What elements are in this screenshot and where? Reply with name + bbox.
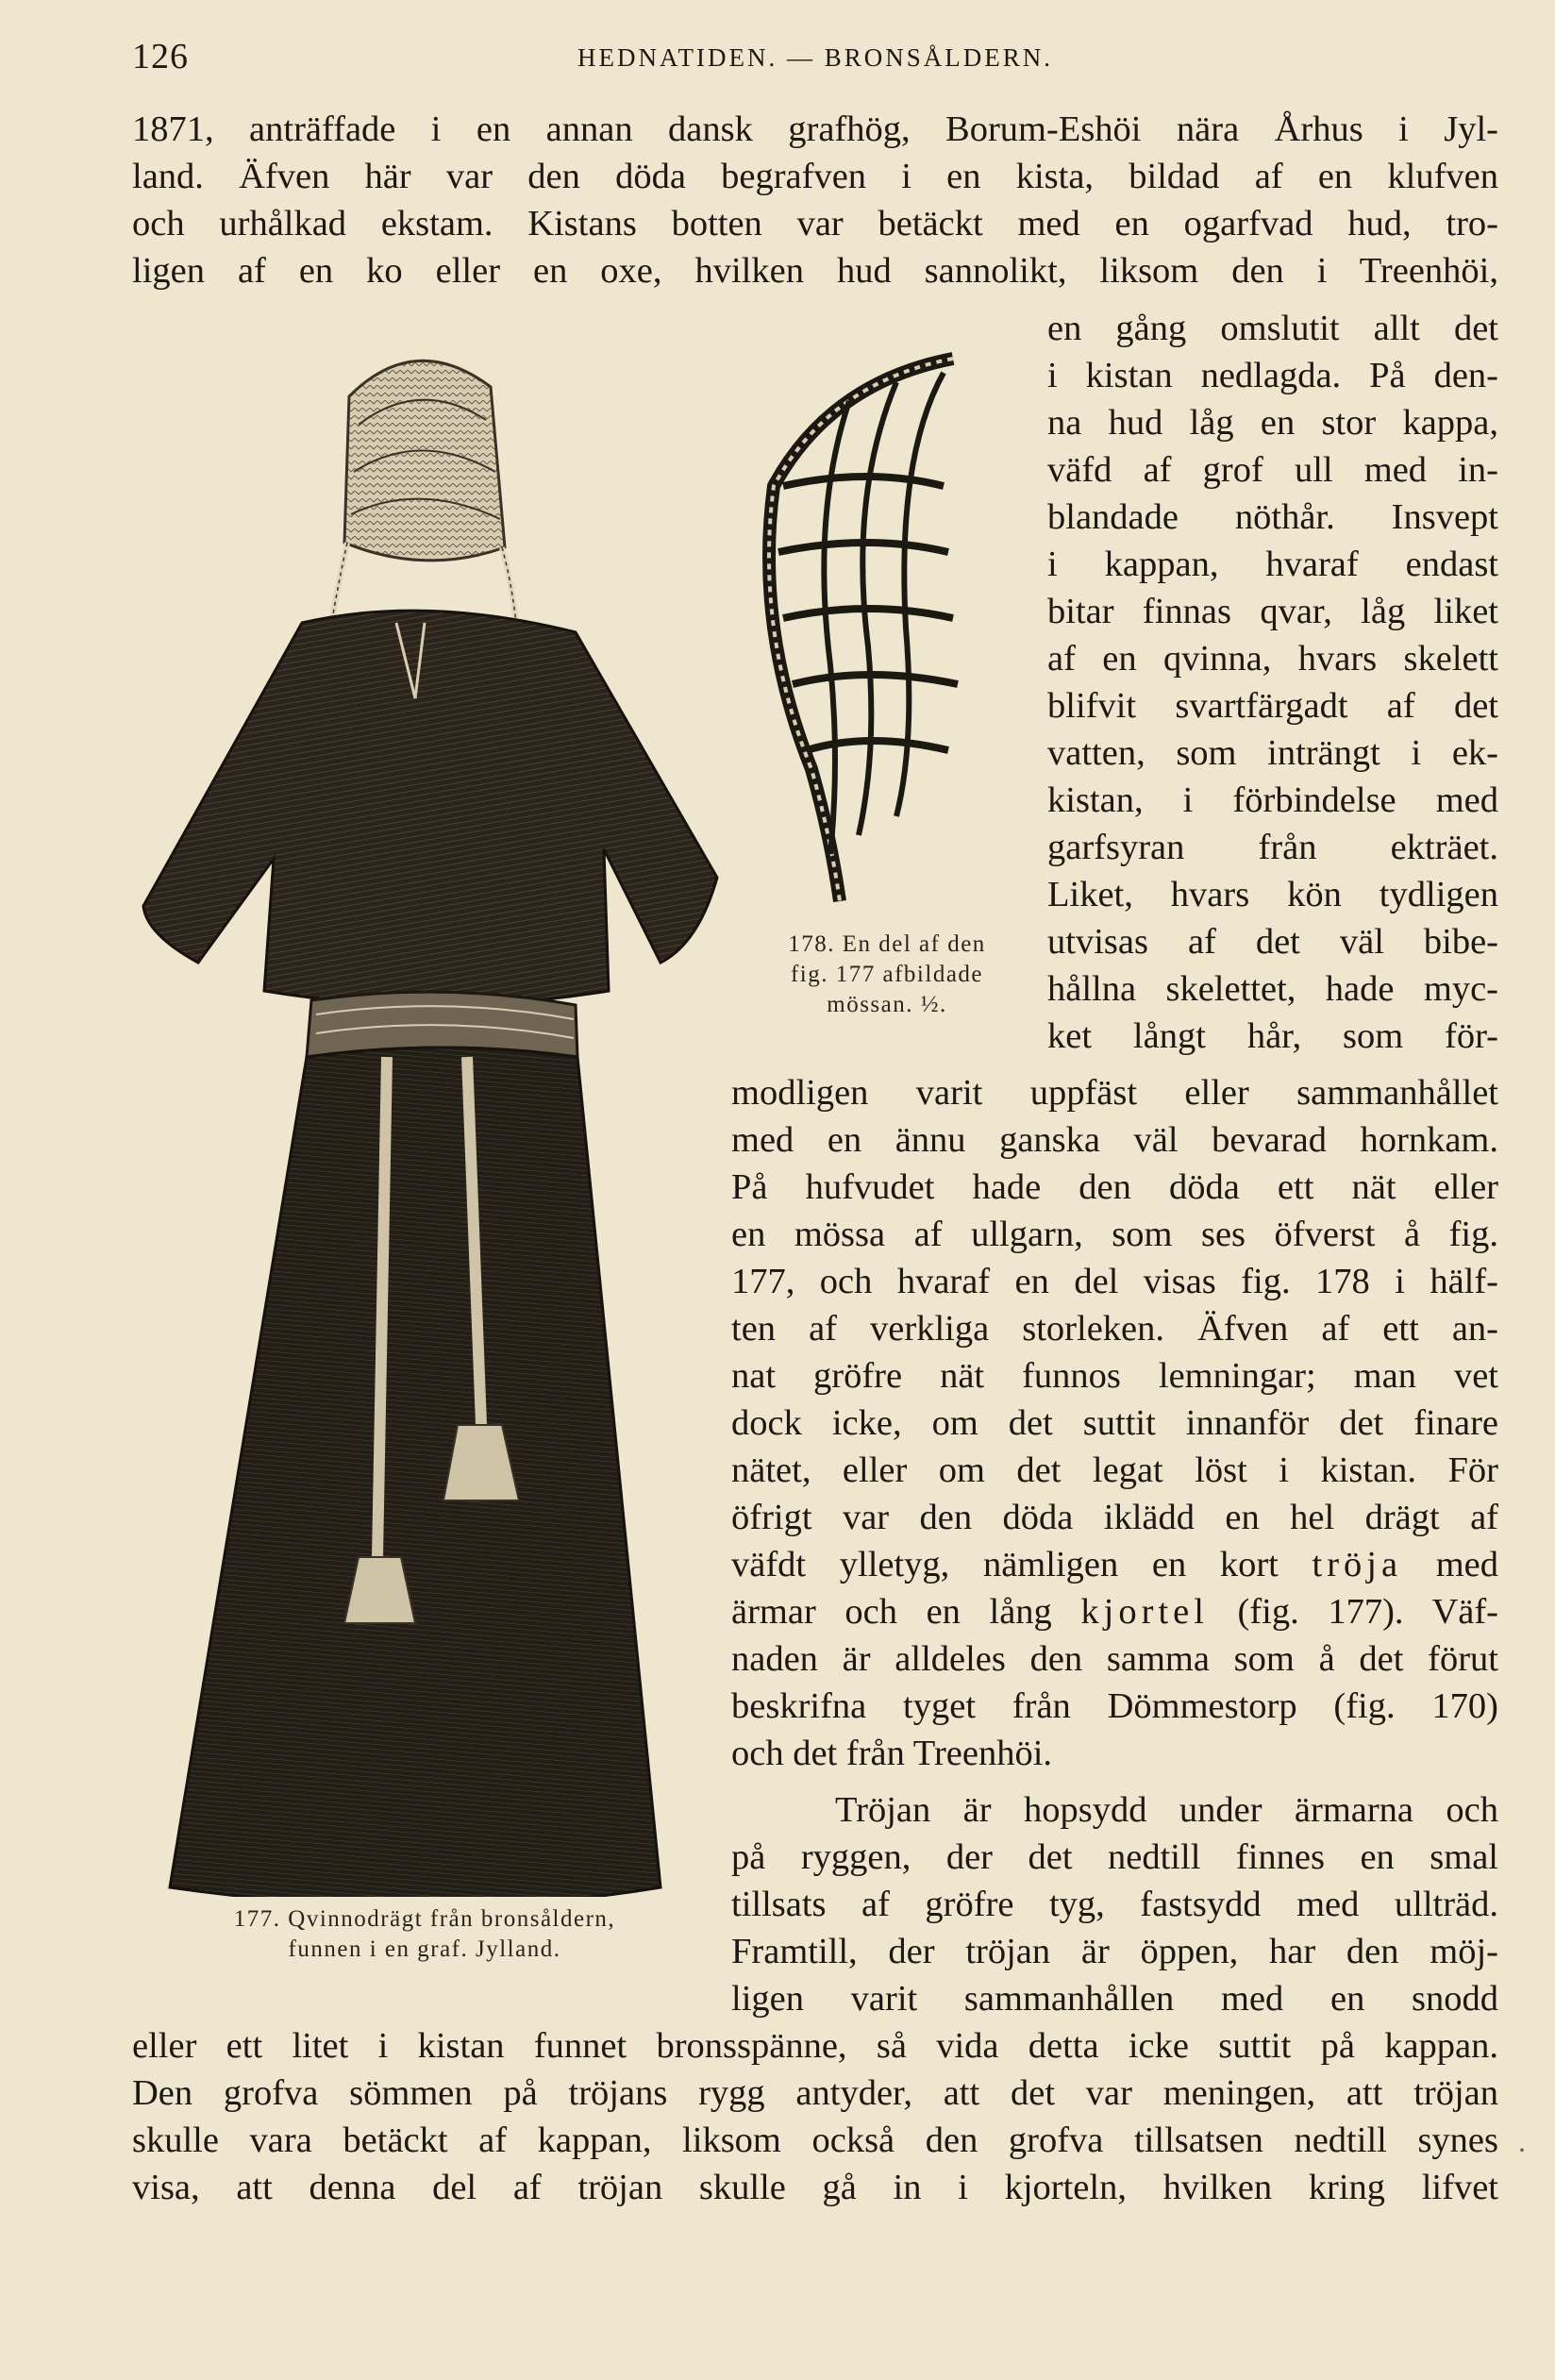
cap-shape bbox=[344, 360, 505, 561]
text-line: med en ännu ganska väl bevarad hornkam. bbox=[731, 1120, 1498, 1160]
text-line: na hud låg en stor kappa, bbox=[1047, 403, 1498, 443]
text-line: på ryggen, der det nedtill finnes en smal bbox=[731, 1837, 1498, 1877]
caption-line: 178. En del af den bbox=[788, 931, 986, 957]
text-line: vatten, som inträngt i ek- bbox=[1047, 733, 1498, 773]
caption-line: fig. 177 afbildade bbox=[790, 962, 984, 987]
text-segment: (fig. 177). Väf- bbox=[1237, 1592, 1498, 1632]
text-line: ten af verkliga storleken. Äfven af ett an- bbox=[731, 1309, 1498, 1349]
text-line: och urhålkad ekstam. Kistans botten var betäckt med en ogarfvad hud, tro- bbox=[132, 204, 1498, 243]
figure-177-dress bbox=[132, 340, 736, 1897]
cap-net-illustration bbox=[755, 344, 1019, 911]
text-line bbox=[731, 1588, 1498, 1635]
text-line: en mössa af ullgarn, som ses öfverst å fig. bbox=[731, 1215, 1498, 1254]
figure-178-caption bbox=[745, 930, 1028, 1020]
text-line: dock icke, om det suttit innanför det finare bbox=[731, 1403, 1498, 1443]
caption-line: 177. Qvinnodrägt från bronsåldern, bbox=[233, 1906, 616, 1932]
running-title: HEDNATIDEN. — BRONSÅLDERN. bbox=[577, 43, 1053, 72]
text-line: modligen varit uppfäst eller sammanhållet bbox=[731, 1073, 1498, 1113]
text-line: 1871, anträffade i en annan dansk grafhög, Borum-Eshöi nära Århus i Jyl- bbox=[132, 109, 1498, 149]
skirt-shape bbox=[170, 1048, 660, 1897]
running-header bbox=[132, 36, 1498, 83]
margin-mark: · bbox=[1517, 2135, 1527, 2166]
page-number: 126 bbox=[132, 37, 189, 76]
text-line: På hufvudet hade den döda ett nät eller bbox=[731, 1167, 1498, 1207]
text-line: skulle vara betäckt af kappan, liksom också den grofva tillsatsen nedtill synes bbox=[132, 2120, 1498, 2160]
emphasized-word: kjortel bbox=[1080, 1592, 1209, 1632]
text-line: blifvit svartfärgadt af det bbox=[1047, 686, 1498, 726]
text-line: ket långt hår, som för- bbox=[1047, 1016, 1498, 1056]
text-line bbox=[731, 1541, 1498, 1588]
emphasized-word: tröja bbox=[1312, 1545, 1403, 1584]
text-line: eller ett litet i kistan funnet bronsspänne, så vida detta icke suttit på kappan. bbox=[132, 2026, 1498, 2066]
text-line: nätet, eller om det legat löst i kistan. För bbox=[731, 1450, 1498, 1490]
blouse-shape bbox=[143, 611, 717, 1005]
text-segment: med bbox=[1435, 1545, 1499, 1584]
text-line: visa, att denna del af tröjan skulle gå in i kjorteln, hvilken kring lifvet bbox=[132, 2168, 1498, 2207]
text-line: 177, och hvaraf en del visas fig. 178 i hälf- bbox=[731, 1262, 1498, 1301]
text-line: land. Äfven här var den döda begrafven i en kista, bildad af en klufven bbox=[132, 157, 1498, 196]
text-line: hållna skelettet, hade myc- bbox=[1047, 969, 1498, 1009]
text-line: Framtill, der tröjan är öppen, har den möj- bbox=[731, 1932, 1498, 1971]
caption-line: mössan. ½. bbox=[827, 992, 947, 1017]
text-line: tillsats af gröfre tyg, fastsydd med ullträd. bbox=[731, 1885, 1498, 1924]
text-line: kistan, i förbindelse med bbox=[1047, 780, 1498, 820]
text-line: blandade nöthår. Insvept bbox=[1047, 497, 1498, 537]
text-line: beskrifna tyget från Dömmestorp (fig. 170) bbox=[731, 1686, 1498, 1726]
caption-line: funnen i en graf. Jylland. bbox=[288, 1936, 561, 1962]
text-line: bitar finnas qvar, låg liket bbox=[1047, 592, 1498, 631]
text-line: garfsyran från ekträet. bbox=[1047, 828, 1498, 867]
figure-177-caption bbox=[160, 1904, 689, 1965]
text-line: ligen varit sammanhållen med en snodd bbox=[731, 1979, 1498, 2019]
text-line: i kappan, hvaraf endast bbox=[1047, 545, 1498, 584]
text-line: Liket, hvars kön tydligen bbox=[1047, 875, 1498, 914]
text-line: Tröjan är hopsydd under ärmarna och bbox=[835, 1790, 1498, 1830]
text-line: i kistan nedlagda. På den- bbox=[1047, 356, 1498, 395]
text-line: Den grofva sömmen på tröjans rygg antyder, att det var meningen, att tröjan bbox=[132, 2073, 1498, 2113]
dress-illustration bbox=[132, 340, 736, 1897]
text-line: en gång omslutit allt det bbox=[1047, 309, 1498, 348]
text-line: af en qvinna, hvars skelett bbox=[1047, 639, 1498, 679]
figure-178-cap-net bbox=[755, 344, 1019, 911]
text-line: naden är alldeles den samma som å det förut bbox=[731, 1639, 1498, 1679]
text-line: utvisas af det väl bibe- bbox=[1047, 922, 1498, 962]
text-line: väfd af grof ull med in- bbox=[1047, 450, 1498, 490]
text-line: nat gröfre nät funnos lemningar; man vet bbox=[731, 1356, 1498, 1396]
text-line: öfrigt var den döda iklädd en hel drägt af bbox=[731, 1498, 1498, 1537]
text-segment: ärmar och en lång bbox=[731, 1592, 1052, 1632]
text-line: ligen af en ko eller en oxe, hvilken hud sannolikt, liksom den i Treenhöi, bbox=[132, 251, 1498, 291]
text-segment: väfdt ylletyg, nämligen en kort bbox=[731, 1545, 1279, 1584]
text-line: och det från Treenhöi. bbox=[731, 1734, 1053, 1773]
